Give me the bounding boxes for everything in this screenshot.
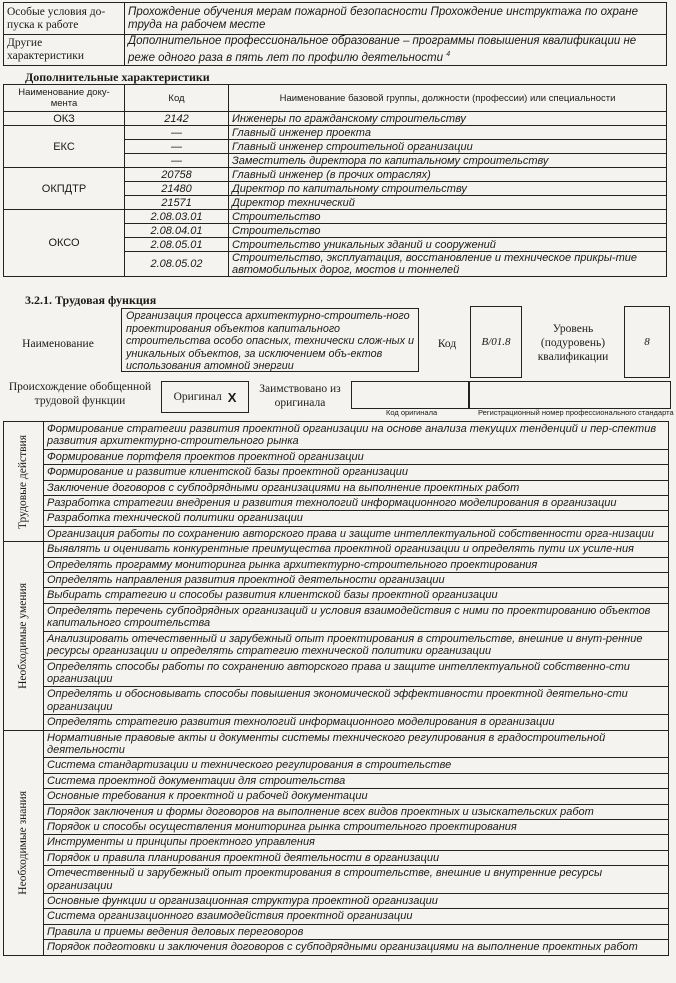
- condition-label: Особые условия до-пуска к работе: [4, 3, 125, 35]
- item-text: Анализировать отечественный и зарубежный опыт проектирования в строительстве, внешние и внут-ренние ресурсы организации и определять стратегию технической политики организации: [44, 631, 669, 659]
- condition-label: Другие характеристики: [4, 35, 125, 66]
- list-item: [4, 603, 669, 631]
- function-title: 3.2.1. Трудовая функция: [25, 293, 157, 307]
- list-item: [4, 480, 669, 495]
- item-text: Формирование стратегии развития проектной организации на основе анализа текущих тенденций и пер-спектив развития архитектурно-строительного рынка: [44, 422, 669, 450]
- code-cell: 21480: [125, 182, 229, 196]
- item-text: Определять перечень субподрядных организаций и условия взаимодействия с ними по проектированию объектов капитального строительства: [44, 603, 669, 631]
- table-row: [4, 112, 667, 126]
- level-value: 8: [624, 306, 670, 378]
- code-cell: 21571: [125, 196, 229, 210]
- item-text: Нормативные правовые акты и документы системы технического регулирования в градостроительной деятельности: [44, 730, 669, 758]
- additional-title: Дополнительные характеристики: [25, 70, 210, 84]
- code-cell: 2.08.04.01: [125, 224, 229, 238]
- condition-text: Дополнительное профессиональное образование – программы повышения квалификации не реже одного раза в пять лет по профилю деятельности: [128, 35, 637, 64]
- header-doc: Наименование доку-мента: [4, 85, 125, 112]
- list-item: [4, 773, 669, 788]
- list-item: [4, 909, 669, 924]
- item-text: Порядок заключения и формы договоров на выполнение всех видов проектных и изыскательских работ: [44, 804, 669, 819]
- item-text: Порядок и способы осуществления мониторинга рынка строительного проектирования: [44, 819, 669, 834]
- original-label: Оригинал: [173, 391, 222, 403]
- item-text: Выявлять и оценивать конкурентные преимущества проектной организации и определять пути их усиле-ния: [44, 542, 669, 557]
- section-title-cell: [4, 730, 44, 955]
- list-item: [4, 758, 669, 773]
- section-title-cell: [4, 422, 44, 542]
- code-cell: 2.08.05.01: [125, 238, 229, 252]
- level-label: Уровень (подуровень) квалификации: [537, 323, 609, 363]
- doc-name: ОКЗ: [4, 112, 125, 126]
- list-item: [4, 850, 669, 865]
- list-item: [4, 465, 669, 480]
- original-mark: X: [227, 389, 237, 405]
- list-item: [4, 631, 669, 659]
- function-name-value: Организация процесса архитектурно-строитель-ного проектирования объектов капитального строительства особо опасных, технически слож-ных и уникальных объектов, за исключением объ-ектов использования атомной энергии: [121, 308, 419, 372]
- section-title: Необходимые умения: [17, 582, 30, 689]
- table-row: [4, 168, 667, 182]
- name-cell: Строительство уникальных зданий и сооружений: [229, 238, 667, 252]
- list-item: [4, 819, 669, 834]
- list-item: [4, 715, 669, 730]
- list-item: [4, 894, 669, 909]
- list-item: [4, 542, 669, 557]
- item-text: Определять способы работы по сохранению авторского права и защите интеллектуальной собственно-сти организации: [44, 659, 669, 687]
- name-cell: Директор по капитальному строительству: [229, 182, 667, 196]
- item-text: Определять и обосновывать способы повышения экономической эффективности проектной деятельно-сти организации: [44, 687, 669, 715]
- table-row: [4, 210, 667, 224]
- section-title: Необходимые знания: [17, 790, 30, 895]
- requirements-table: [3, 421, 669, 956]
- item-text: Организация работы по сохранению авторского права и защите интеллектуальной собственности орга-низации: [44, 526, 669, 541]
- item-text: Выбирать стратегию и способы развития клиентской базы проектной организации: [44, 588, 669, 603]
- item-text: Формирование портфеля проектов проектной организации: [44, 449, 669, 464]
- item-text: Порядок подготовки и заключения договоров с субподрядными организациями на выполнение проектных работ: [44, 940, 669, 955]
- code-cell: —: [125, 140, 229, 154]
- header-code: Код: [125, 85, 229, 112]
- list-item: [4, 924, 669, 939]
- name-cell: Инженеры по гражданскому строительству: [229, 112, 667, 126]
- item-text: Разработка стратегии внедрения и развития технологий информационного моделирования в организации: [44, 496, 669, 511]
- name-cell: Главный инженер (в прочих отраслях): [229, 168, 667, 182]
- list-item: [4, 449, 669, 464]
- table-row: [4, 126, 667, 140]
- item-text: Система организационного взаимодействия проектной организации: [44, 909, 669, 924]
- additional-table: [3, 84, 667, 277]
- item-text: Заключение договоров с субподрядными организациями на выполнение проектных работ: [44, 480, 669, 495]
- item-text: Формирование и развитие клиентской базы проектной организации: [44, 465, 669, 480]
- conditions-row: [4, 3, 667, 35]
- conditions-table: [3, 2, 667, 66]
- list-item: [4, 588, 669, 603]
- code-cell: 2142: [125, 112, 229, 126]
- section-title: Трудовые действия: [17, 434, 30, 529]
- name-cell: Строительство, эксплуатация, восстановление и техническое прикры-тие автомобильных дорог, мостов и тоннелей: [229, 252, 667, 277]
- orig-code-caption: Код оригинала: [386, 408, 438, 417]
- name-cell: Строительство: [229, 210, 667, 224]
- code-cell: —: [125, 126, 229, 140]
- item-text: Отечественный и зарубежный опыт проектирования в строительстве, внешние и внутренние ресурсы организации: [44, 866, 669, 894]
- reg-num-caption: Регистрационный номер профессионального стандарта: [478, 408, 674, 417]
- list-item: [4, 496, 669, 511]
- name-cell: Строительство: [229, 224, 667, 238]
- requirements-body: [4, 422, 669, 956]
- conditions-row: [4, 35, 667, 66]
- name-cell: Главный инженер строительной организации: [229, 140, 667, 154]
- list-item: [4, 573, 669, 588]
- additional-body: [4, 112, 667, 277]
- item-text: Инструменты и принципы проектного управления: [44, 835, 669, 850]
- item-text: Определять программу мониторинга рынка архитектурно-строительного проектирования: [44, 557, 669, 572]
- list-item: [4, 557, 669, 572]
- list-item: [4, 511, 669, 526]
- code-cell: —: [125, 154, 229, 168]
- condition-value: Прохождение обучения мерам пожарной безопасности Прохождение инструктажа по охране труда на рабочем месте: [125, 3, 667, 35]
- list-item: [4, 789, 669, 804]
- doc-name: ОКПДТР: [4, 168, 125, 210]
- name-cell: Директор технический: [229, 196, 667, 210]
- doc-name: ОКСО: [4, 210, 125, 277]
- list-item: [4, 866, 669, 894]
- list-item: [4, 835, 669, 850]
- original-box: [161, 381, 249, 413]
- original-code-field: [351, 381, 469, 409]
- header-name: Наименование базовой группы, должности (профессии) или специальности: [229, 85, 667, 112]
- name-cell: Заместитель директора по капитальному строительству: [229, 154, 667, 168]
- header-row: [4, 85, 667, 112]
- code-cell: 2.08.05.02: [125, 252, 229, 277]
- list-item: [4, 659, 669, 687]
- code-cell: 2.08.03.01: [125, 210, 229, 224]
- code-cell: 20758: [125, 168, 229, 182]
- origin-label: Происхождение обобщенной трудовой функции: [8, 381, 152, 407]
- reg-number-field: [469, 381, 671, 409]
- list-item: [4, 422, 669, 450]
- item-text: Разработка технической политики организации: [44, 511, 669, 526]
- item-text: Правила и приемы ведения деловых переговоров: [44, 924, 669, 939]
- borrowed-label: Заимствовано из оригинала: [259, 383, 341, 409]
- section-title-cell: [4, 542, 44, 730]
- list-item: [4, 804, 669, 819]
- list-item: [4, 730, 669, 758]
- footnote-marker: 4: [446, 51, 451, 58]
- list-item: [4, 526, 669, 541]
- function-code-value: B/01.8: [470, 306, 522, 378]
- item-text: Основные требования к проектной и рабочей документации: [44, 789, 669, 804]
- list-item: [4, 687, 669, 715]
- condition-value: [125, 35, 667, 66]
- item-text: Система стандартизации и технического регулирования в строительстве: [44, 758, 669, 773]
- doc-name: ЕКС: [4, 126, 125, 168]
- item-text: Определять направления развития проектной деятельности организации: [44, 573, 669, 588]
- code-label: Код: [437, 338, 457, 350]
- item-text: Порядок и правила планирования проектной деятельности в организации: [44, 850, 669, 865]
- item-text: Определять стратегию развития технологий информационного моделирования в организации: [44, 715, 669, 730]
- name-cell: Главный инженер проекта: [229, 126, 667, 140]
- name-label: Наименование: [22, 338, 94, 350]
- list-item: [4, 940, 669, 955]
- item-text: Основные функции и организационная структура проектной организации: [44, 894, 669, 909]
- item-text: Система проектной документации для строительства: [44, 773, 669, 788]
